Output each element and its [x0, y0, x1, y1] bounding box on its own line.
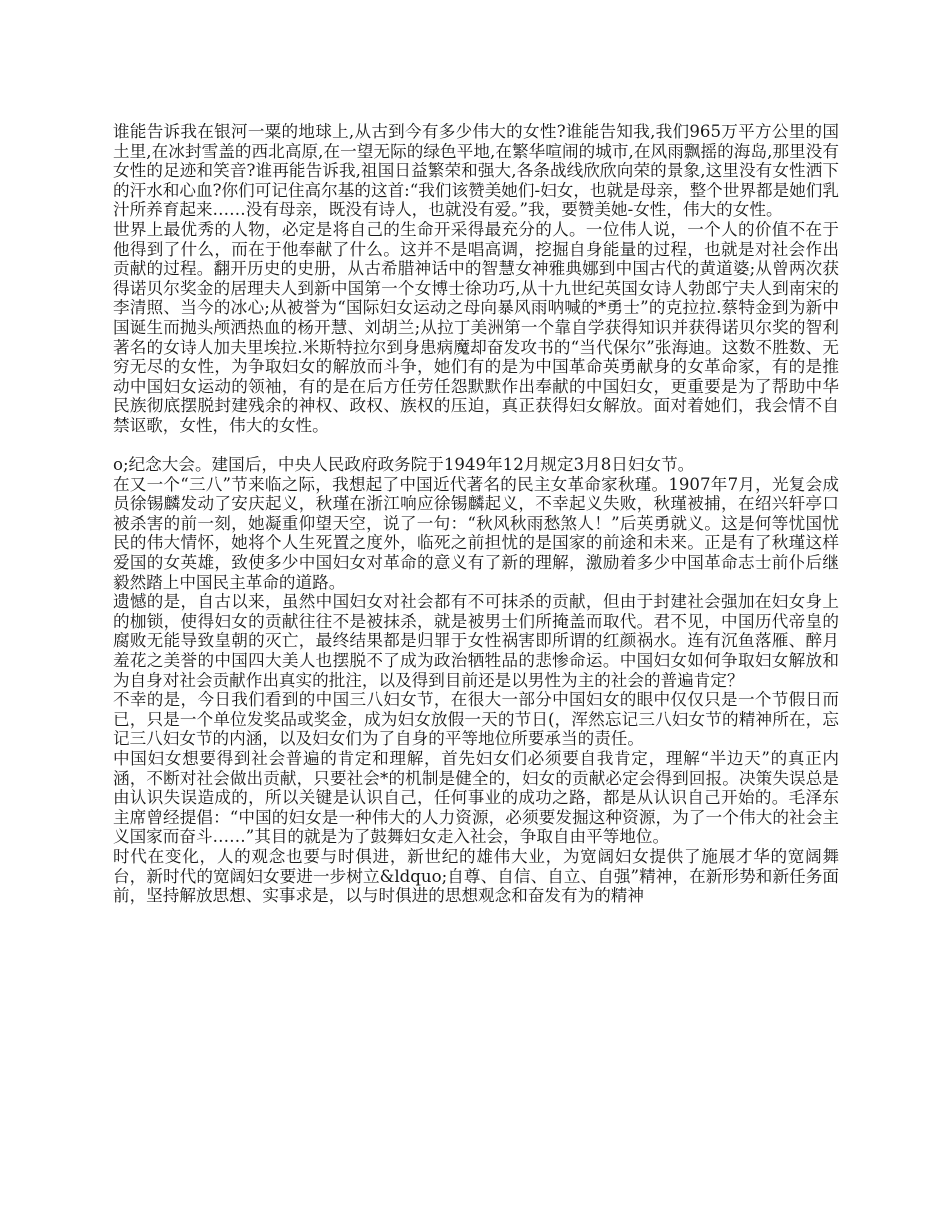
blank-line [113, 436, 839, 456]
paragraph-2: 世界上最优秀的人物，必定是将自己的生命开采得最充分的人。一位伟人说，一个人的价值不在于他得到了什么，而在于他奉献了什么。这并不是唱高调，挖掘自身能量的过程，也就是对社会作出贡献的过程。翻开历史的史册，从古希腊神话中的智慧女神雅典娜到中国古代的黄道婆;从曾两次获得诺贝尔奖金的居理夫人到新中国第一个女博士徐功巧,从十九世纪英国女诗人勃郎宁夫人到南宋的李清照、当今的冰心;从被誉为“国际妇女运动之母向暴风雨呐喊的*勇士”的克拉拉.蔡特金到为新中国诞生而抛头颅洒热血的杨开慧、刘胡兰;从拉丁美洲第一个靠自学获得知识并获得诺贝尔奖的智利著名的女诗人加夫里埃拉.米斯特拉尔到身患病魔却奋发攻书的“当代保尔”张海迪。这数不胜数、无穷无尽的女性，为争取妇女的解放而斗争，她们有的是为中国革命英勇献身的女革命家，有的是推动中国妇女运动的领袖，有的是在后方任劳任怨默默作出奉献的中国妇女，更重要是为了帮助中华民族彻底摆脱封建残余的神权、政权、族权的压迫，真正获得妇女解放。面对着她们，我会情不自禁讴歌，女性，伟大的女性。 [113, 219, 839, 435]
document-body [113, 122, 839, 906]
paragraph-3: o;纪念大会。建国后，中央人民政府政务院于1949年12月规定3月8日妇女节。 [113, 455, 695, 475]
paragraph-8: 时代在变化，人的观念也要与时俱进，新世纪的雄伟大业，为宽阔妇女提供了施展才华的宽阔舞台，新时代的宽阔妇女要进一步树立&ldquo;自尊、自信、自立、自强”精神，在新形势和新任务面前，坚持解放思想、实事求是，以与时俱进的思想观念和奋发有为的精神 [113, 846, 839, 906]
paragraph-4: 在又一个“三八”节来临之际，我想起了中国近代著名的民主女革命家秋瑾。1907年7月，光复会成员徐锡麟发动了安庆起义，秋瑾在浙江响应徐锡麟起义，不幸起义失败，秋瑾被捕，在绍兴轩亭口被杀害的前一刻，她凝重仰望天空，说了一句：“秋风秋雨愁煞人！”后英勇就义。这是何等忧国忧民的伟大情怀，她将个人生死置之度外，临死之前担忧的是国家的前途和未来。正是有了秋瑾这样爱国的女英雄，致使多少中国妇女对革命的意义有了新的理解，激励着多少中国革命志士前仆后继毅然踏上中国民主革命的道路。 [113, 474, 839, 592]
paragraph-1: 谁能告诉我在银河一粟的地球上,从古到今有多少伟大的女性?谁能告知我,我们965万平方公里的国土里,在冰封雪盖的西北高原,在一望无际的绿色平地,在繁华喧闹的城市,在风雨飘摇的海岛,那里没有女性的足迹和笑音?谁再能告诉我,祖国日益繁荣和强大,各条战线欣欣向荣的景象,这里没有女性洒下的汗水和心血?你们可记住高尔基的这首:“我们该赞美她们-妇女，也就是母亲，整个世界都是她们乳汁所养育起来……没有母亲，既没有诗人，也就没有爱。”我，要赞美她-女性，伟大的女性。 [113, 122, 839, 220]
paragraph-7: 中国妇女想要得到社会普遍的肯定和理解，首先妇女们必须要自我肯定，理解“半边天”的真正内涵，不断对社会做出贡献，只要社会*的机制是健全的，妇女的贡献必定会得到回报。决策失误总是由认识失误造成的，所以关键是认识自己，任何事业的成功之路，都是从认识自己开始的。毛泽东主席曾经提倡：“中国的妇女是一种伟大的人力资源，必须要发掘这种资源，为了一个伟大的社会主义国家而奋斗……”其目的就是为了鼓舞妇女走入社会，争取自由平等地位。 [113, 749, 839, 847]
paragraph-6: 不幸的是，今日我们看到的中国三八妇女节，在很大一部分中国妇女的眼中仅仅只是一个节假日而已，只是一个单位发奖品或奖金，成为妇女放假一天的节日(，浑然忘记三八妇女节的精神所在，忘记三八妇女节的内涵，以及妇女们为了自身的平等地位所要承当的责任。 [113, 690, 839, 749]
paragraph-5: 遗憾的是，自古以来，虽然中国妇女对社会都有不可抹杀的贡献，但由于封建社会强加在妇女身上的枷锁，使得妇女的贡献往往不是被抹杀，就是被男士们所掩盖而取代。君不见，中国历代帝皇的腐败无能导致皇朝的灭亡，最终结果都是归罪于女性祸害即所谓的红颜祸水。连有沉鱼落雁、醉月羞花之美誉的中国四大美人也摆脱不了成为政治牺牲品的悲惨命运。中国妇女如何争取妇女解放和为自身对社会贡献作出真实的批注，以及得到目前还是以男性为主的社会的普遍肯定？ [113, 592, 839, 690]
